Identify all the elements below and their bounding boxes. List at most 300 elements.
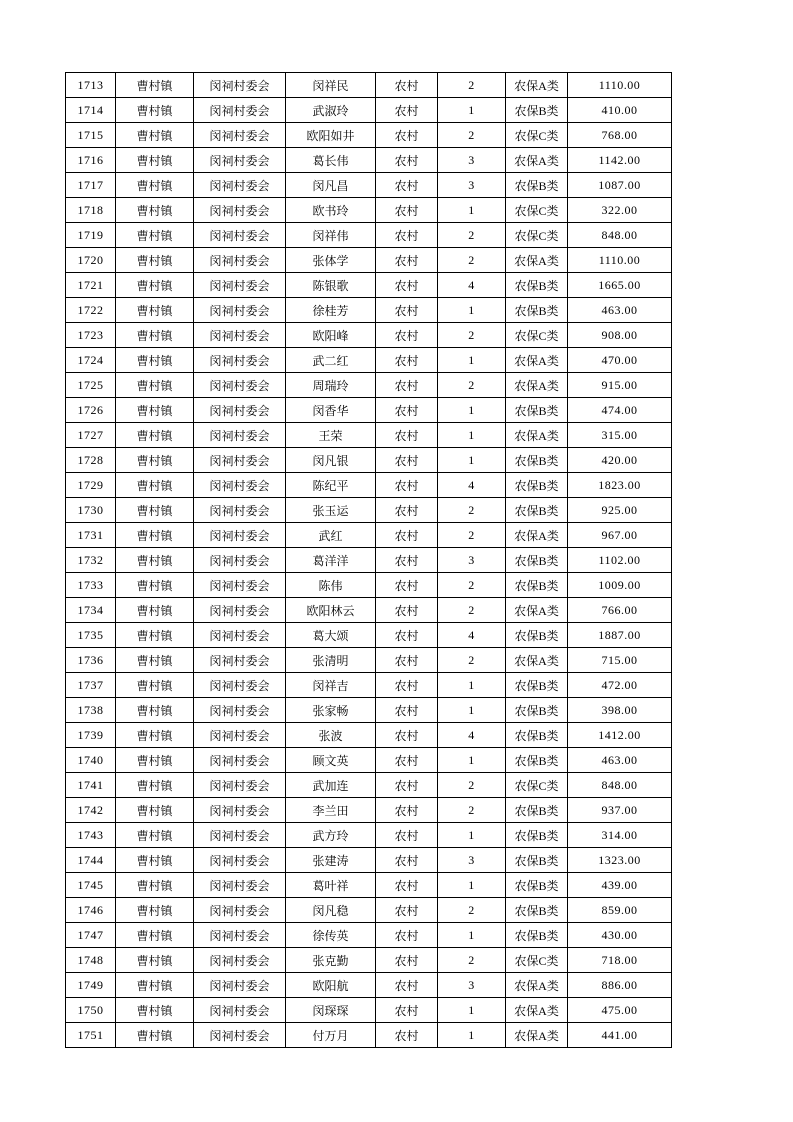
table-body	[66, 73, 672, 1048]
cell-category: 农保C类	[506, 223, 568, 248]
table-row	[66, 748, 672, 773]
cell-village: 闵祠村委会	[194, 373, 286, 398]
cell-category: 农保A类	[506, 523, 568, 548]
cell-category: 农保C类	[506, 948, 568, 973]
cell-name: 闵香华	[286, 398, 376, 423]
table-row	[66, 898, 672, 923]
cell-category: 农保A类	[506, 1023, 568, 1048]
cell-count: 1	[438, 348, 506, 373]
cell-village: 闵祠村委会	[194, 873, 286, 898]
cell-serial: 1745	[66, 873, 116, 898]
table-row	[66, 223, 672, 248]
benefit-roster-table	[65, 72, 672, 1048]
cell-town: 曹村镇	[116, 698, 194, 723]
cell-category: 农保A类	[506, 73, 568, 98]
cell-name: 徐传英	[286, 923, 376, 948]
cell-category: 农保A类	[506, 423, 568, 448]
cell-amount: 430.00	[568, 923, 672, 948]
cell-village: 闵祠村委会	[194, 73, 286, 98]
cell-town: 曹村镇	[116, 123, 194, 148]
cell-village: 闵祠村委会	[194, 473, 286, 498]
cell-serial: 1733	[66, 573, 116, 598]
table-row	[66, 173, 672, 198]
cell-village: 闵祠村委会	[194, 398, 286, 423]
cell-name: 付万月	[286, 1023, 376, 1048]
cell-count: 1	[438, 448, 506, 473]
cell-category: 农保B类	[506, 498, 568, 523]
cell-name: 闵凡昌	[286, 173, 376, 198]
cell-category: 农保C类	[506, 323, 568, 348]
table-row	[66, 98, 672, 123]
cell-residence: 农村	[376, 273, 438, 298]
cell-count: 1	[438, 298, 506, 323]
cell-amount: 441.00	[568, 1023, 672, 1048]
cell-amount: 1665.00	[568, 273, 672, 298]
cell-town: 曹村镇	[116, 423, 194, 448]
cell-count: 1	[438, 673, 506, 698]
cell-residence: 农村	[376, 673, 438, 698]
cell-town: 曹村镇	[116, 348, 194, 373]
cell-serial: 1729	[66, 473, 116, 498]
cell-amount: 1009.00	[568, 573, 672, 598]
cell-amount: 768.00	[568, 123, 672, 148]
cell-town: 曹村镇	[116, 373, 194, 398]
cell-serial: 1725	[66, 373, 116, 398]
cell-count: 1	[438, 1023, 506, 1048]
table-row	[66, 798, 672, 823]
cell-serial: 1724	[66, 348, 116, 373]
table-row	[66, 598, 672, 623]
cell-count: 3	[438, 173, 506, 198]
table-row	[66, 873, 672, 898]
cell-residence: 农村	[376, 423, 438, 448]
cell-serial: 1717	[66, 173, 116, 198]
cell-category: 农保A类	[506, 248, 568, 273]
cell-residence: 农村	[376, 323, 438, 348]
cell-serial: 1718	[66, 198, 116, 223]
cell-amount: 1823.00	[568, 473, 672, 498]
cell-serial: 1736	[66, 648, 116, 673]
cell-amount: 410.00	[568, 98, 672, 123]
cell-category: 农保A类	[506, 998, 568, 1023]
table-row	[66, 698, 672, 723]
cell-village: 闵祠村委会	[194, 523, 286, 548]
cell-name: 欧阳如井	[286, 123, 376, 148]
cell-category: 农保B类	[506, 273, 568, 298]
cell-village: 闵祠村委会	[194, 698, 286, 723]
cell-category: 农保B类	[506, 398, 568, 423]
cell-amount: 1887.00	[568, 623, 672, 648]
cell-residence: 农村	[376, 498, 438, 523]
cell-category: 农保A类	[506, 348, 568, 373]
cell-count: 2	[438, 323, 506, 348]
cell-village: 闵祠村委会	[194, 973, 286, 998]
cell-count: 1	[438, 873, 506, 898]
cell-category: 农保B类	[506, 873, 568, 898]
cell-amount: 420.00	[568, 448, 672, 473]
cell-count: 3	[438, 848, 506, 873]
table-row	[66, 973, 672, 998]
table-row	[66, 198, 672, 223]
table-row	[66, 948, 672, 973]
cell-category: 农保B类	[506, 673, 568, 698]
cell-town: 曹村镇	[116, 73, 194, 98]
cell-serial: 1720	[66, 248, 116, 273]
cell-amount: 766.00	[568, 598, 672, 623]
cell-serial: 1738	[66, 698, 116, 723]
cell-serial: 1740	[66, 748, 116, 773]
cell-residence: 农村	[376, 623, 438, 648]
cell-town: 曹村镇	[116, 948, 194, 973]
cell-serial: 1749	[66, 973, 116, 998]
cell-residence: 农村	[376, 298, 438, 323]
cell-count: 2	[438, 223, 506, 248]
cell-category: 农保A类	[506, 973, 568, 998]
cell-village: 闵祠村委会	[194, 773, 286, 798]
table-row	[66, 423, 672, 448]
cell-residence: 农村	[376, 948, 438, 973]
cell-town: 曹村镇	[116, 148, 194, 173]
cell-amount: 915.00	[568, 373, 672, 398]
cell-count: 3	[438, 973, 506, 998]
cell-residence: 农村	[376, 1023, 438, 1048]
cell-name: 武淑玲	[286, 98, 376, 123]
cell-amount: 937.00	[568, 798, 672, 823]
cell-village: 闵祠村委会	[194, 248, 286, 273]
cell-category: 农保B类	[506, 573, 568, 598]
cell-category: 农保B类	[506, 98, 568, 123]
cell-residence: 农村	[376, 173, 438, 198]
cell-residence: 农村	[376, 573, 438, 598]
cell-count: 2	[438, 898, 506, 923]
cell-amount: 908.00	[568, 323, 672, 348]
cell-residence: 农村	[376, 448, 438, 473]
table-row	[66, 548, 672, 573]
cell-count: 2	[438, 523, 506, 548]
cell-amount: 1102.00	[568, 548, 672, 573]
cell-amount: 322.00	[568, 198, 672, 223]
cell-amount: 715.00	[568, 648, 672, 673]
cell-category: 农保A类	[506, 148, 568, 173]
cell-village: 闵祠村委会	[194, 498, 286, 523]
cell-village: 闵祠村委会	[194, 98, 286, 123]
cell-residence: 农村	[376, 823, 438, 848]
cell-village: 闵祠村委会	[194, 923, 286, 948]
cell-serial: 1722	[66, 298, 116, 323]
cell-serial: 1716	[66, 148, 116, 173]
cell-town: 曹村镇	[116, 473, 194, 498]
cell-town: 曹村镇	[116, 973, 194, 998]
cell-serial: 1750	[66, 998, 116, 1023]
cell-amount: 474.00	[568, 398, 672, 423]
cell-residence: 农村	[376, 523, 438, 548]
cell-town: 曹村镇	[116, 648, 194, 673]
cell-serial: 1734	[66, 598, 116, 623]
cell-name: 武红	[286, 523, 376, 548]
cell-serial: 1744	[66, 848, 116, 873]
table-row	[66, 823, 672, 848]
cell-amount: 967.00	[568, 523, 672, 548]
cell-village: 闵祠村委会	[194, 273, 286, 298]
cell-name: 葛洋洋	[286, 548, 376, 573]
cell-name: 陈纪平	[286, 473, 376, 498]
cell-name: 欧阳航	[286, 973, 376, 998]
cell-count: 1	[438, 698, 506, 723]
cell-count: 2	[438, 373, 506, 398]
table-row	[66, 773, 672, 798]
cell-category: 农保B类	[506, 723, 568, 748]
cell-town: 曹村镇	[116, 273, 194, 298]
table-row	[66, 673, 672, 698]
cell-serial: 1742	[66, 798, 116, 823]
cell-amount: 886.00	[568, 973, 672, 998]
cell-amount: 475.00	[568, 998, 672, 1023]
cell-name: 闵祥民	[286, 73, 376, 98]
cell-village: 闵祠村委会	[194, 748, 286, 773]
cell-name: 张波	[286, 723, 376, 748]
cell-amount: 439.00	[568, 873, 672, 898]
table-row	[66, 323, 672, 348]
cell-name: 闵凡银	[286, 448, 376, 473]
cell-town: 曹村镇	[116, 623, 194, 648]
table-row	[66, 273, 672, 298]
cell-residence: 农村	[376, 123, 438, 148]
cell-category: 农保A类	[506, 598, 568, 623]
cell-count: 2	[438, 798, 506, 823]
table-row	[66, 848, 672, 873]
cell-category: 农保B类	[506, 448, 568, 473]
cell-town: 曹村镇	[116, 498, 194, 523]
cell-amount: 398.00	[568, 698, 672, 723]
cell-village: 闵祠村委会	[194, 423, 286, 448]
cell-village: 闵祠村委会	[194, 573, 286, 598]
cell-residence: 农村	[376, 348, 438, 373]
cell-town: 曹村镇	[116, 998, 194, 1023]
cell-village: 闵祠村委会	[194, 1023, 286, 1048]
table-row	[66, 498, 672, 523]
table-row	[66, 248, 672, 273]
cell-village: 闵祠村委会	[194, 298, 286, 323]
cell-amount: 1110.00	[568, 73, 672, 98]
cell-amount: 859.00	[568, 898, 672, 923]
cell-count: 1	[438, 423, 506, 448]
cell-name: 张克勤	[286, 948, 376, 973]
cell-count: 2	[438, 598, 506, 623]
cell-count: 1	[438, 398, 506, 423]
cell-name: 葛长伟	[286, 148, 376, 173]
cell-amount: 463.00	[568, 298, 672, 323]
cell-name: 武方玲	[286, 823, 376, 848]
cell-village: 闵祠村委会	[194, 948, 286, 973]
cell-count: 4	[438, 723, 506, 748]
cell-amount: 1087.00	[568, 173, 672, 198]
cell-village: 闵祠村委会	[194, 173, 286, 198]
cell-town: 曹村镇	[116, 173, 194, 198]
cell-amount: 1142.00	[568, 148, 672, 173]
cell-count: 2	[438, 73, 506, 98]
cell-village: 闵祠村委会	[194, 348, 286, 373]
cell-village: 闵祠村委会	[194, 223, 286, 248]
cell-name: 武二红	[286, 348, 376, 373]
cell-residence: 农村	[376, 148, 438, 173]
cell-amount: 470.00	[568, 348, 672, 373]
cell-count: 2	[438, 498, 506, 523]
table-row	[66, 1023, 672, 1048]
cell-residence: 农村	[376, 923, 438, 948]
cell-name: 欧阳峰	[286, 323, 376, 348]
cell-category: 农保C类	[506, 123, 568, 148]
cell-category: 农保B类	[506, 823, 568, 848]
cell-residence: 农村	[376, 973, 438, 998]
cell-residence: 农村	[376, 398, 438, 423]
cell-residence: 农村	[376, 198, 438, 223]
cell-town: 曹村镇	[116, 673, 194, 698]
table-row	[66, 123, 672, 148]
cell-count: 1	[438, 823, 506, 848]
cell-village: 闵祠村委会	[194, 198, 286, 223]
cell-count: 1	[438, 198, 506, 223]
cell-serial: 1731	[66, 523, 116, 548]
cell-village: 闵祠村委会	[194, 648, 286, 673]
cell-amount: 472.00	[568, 673, 672, 698]
cell-name: 闵祥伟	[286, 223, 376, 248]
cell-town: 曹村镇	[116, 448, 194, 473]
cell-village: 闵祠村委会	[194, 598, 286, 623]
cell-serial: 1741	[66, 773, 116, 798]
cell-category: 农保B类	[506, 623, 568, 648]
cell-name: 王荣	[286, 423, 376, 448]
cell-count: 2	[438, 948, 506, 973]
cell-town: 曹村镇	[116, 523, 194, 548]
cell-town: 曹村镇	[116, 773, 194, 798]
cell-count: 4	[438, 623, 506, 648]
cell-name: 张体学	[286, 248, 376, 273]
cell-category: 农保B类	[506, 798, 568, 823]
cell-village: 闵祠村委会	[194, 998, 286, 1023]
cell-name: 葛大颂	[286, 623, 376, 648]
cell-village: 闵祠村委会	[194, 123, 286, 148]
cell-serial: 1739	[66, 723, 116, 748]
cell-name: 周瑞玲	[286, 373, 376, 398]
cell-count: 1	[438, 748, 506, 773]
table-row	[66, 398, 672, 423]
cell-town: 曹村镇	[116, 898, 194, 923]
cell-residence: 农村	[376, 873, 438, 898]
cell-village: 闵祠村委会	[194, 848, 286, 873]
cell-serial: 1719	[66, 223, 116, 248]
cell-name: 欧书玲	[286, 198, 376, 223]
cell-name: 徐桂芳	[286, 298, 376, 323]
cell-serial: 1747	[66, 923, 116, 948]
cell-amount: 1412.00	[568, 723, 672, 748]
cell-village: 闵祠村委会	[194, 148, 286, 173]
cell-residence: 农村	[376, 773, 438, 798]
cell-residence: 农村	[376, 748, 438, 773]
cell-serial: 1714	[66, 98, 116, 123]
cell-count: 1	[438, 98, 506, 123]
cell-serial: 1732	[66, 548, 116, 573]
cell-serial: 1737	[66, 673, 116, 698]
cell-residence: 农村	[376, 898, 438, 923]
cell-village: 闵祠村委会	[194, 673, 286, 698]
cell-town: 曹村镇	[116, 573, 194, 598]
cell-residence: 农村	[376, 698, 438, 723]
cell-serial: 1727	[66, 423, 116, 448]
cell-serial: 1730	[66, 498, 116, 523]
cell-count: 2	[438, 123, 506, 148]
cell-town: 曹村镇	[116, 248, 194, 273]
cell-name: 张玉运	[286, 498, 376, 523]
cell-serial: 1726	[66, 398, 116, 423]
cell-name: 闵凡稳	[286, 898, 376, 923]
cell-town: 曹村镇	[116, 873, 194, 898]
cell-category: 农保C类	[506, 773, 568, 798]
cell-village: 闵祠村委会	[194, 448, 286, 473]
cell-residence: 农村	[376, 798, 438, 823]
cell-serial: 1721	[66, 273, 116, 298]
cell-town: 曹村镇	[116, 198, 194, 223]
cell-residence: 农村	[376, 723, 438, 748]
cell-count: 4	[438, 473, 506, 498]
cell-serial: 1713	[66, 73, 116, 98]
table-row	[66, 623, 672, 648]
cell-residence: 农村	[376, 98, 438, 123]
cell-residence: 农村	[376, 223, 438, 248]
cell-amount: 315.00	[568, 423, 672, 448]
cell-serial: 1723	[66, 323, 116, 348]
cell-count: 4	[438, 273, 506, 298]
cell-name: 陈银歌	[286, 273, 376, 298]
cell-town: 曹村镇	[116, 323, 194, 348]
cell-amount: 1110.00	[568, 248, 672, 273]
cell-town: 曹村镇	[116, 98, 194, 123]
cell-town: 曹村镇	[116, 748, 194, 773]
cell-category: 农保B类	[506, 898, 568, 923]
table-row	[66, 473, 672, 498]
cell-category: 农保B类	[506, 548, 568, 573]
cell-name: 武加连	[286, 773, 376, 798]
table-row	[66, 373, 672, 398]
cell-town: 曹村镇	[116, 223, 194, 248]
table-row	[66, 448, 672, 473]
cell-town: 曹村镇	[116, 923, 194, 948]
cell-amount: 314.00	[568, 823, 672, 848]
cell-village: 闵祠村委会	[194, 323, 286, 348]
cell-residence: 农村	[376, 648, 438, 673]
cell-village: 闵祠村委会	[194, 898, 286, 923]
table-row	[66, 648, 672, 673]
cell-amount: 848.00	[568, 773, 672, 798]
cell-name: 张清明	[286, 648, 376, 673]
cell-category: 农保B类	[506, 698, 568, 723]
cell-serial: 1748	[66, 948, 116, 973]
cell-name: 欧阳林云	[286, 598, 376, 623]
cell-count: 2	[438, 248, 506, 273]
cell-residence: 农村	[376, 548, 438, 573]
cell-category: 农保B类	[506, 298, 568, 323]
cell-amount: 718.00	[568, 948, 672, 973]
cell-count: 3	[438, 148, 506, 173]
cell-residence: 农村	[376, 598, 438, 623]
table-row	[66, 348, 672, 373]
cell-residence: 农村	[376, 373, 438, 398]
cell-serial: 1735	[66, 623, 116, 648]
cell-residence: 农村	[376, 848, 438, 873]
cell-village: 闵祠村委会	[194, 723, 286, 748]
cell-category: 农保A类	[506, 373, 568, 398]
cell-serial: 1728	[66, 448, 116, 473]
cell-town: 曹村镇	[116, 598, 194, 623]
